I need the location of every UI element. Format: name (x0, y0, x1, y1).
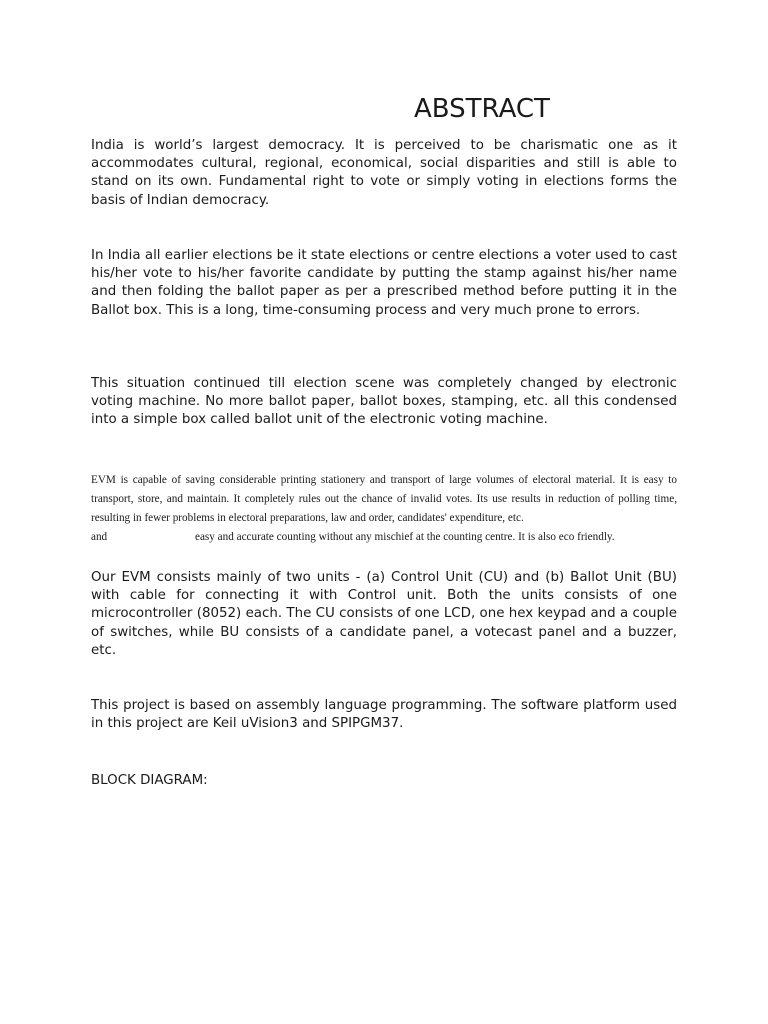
earlier-elections-paragraph: In India all earlier elections be it state elections or centre elections a voter used to cast his/her vote to his/her favorite candidate by putting the stamp against his/her name and then folding the ballot paper as per a prescribed method before putting it in the Ballot box. This is a long, time-consuming process and very much prone to errors. (91, 248, 677, 318)
software-platform-paragraph: This project is based on assembly language programming. The software platform used in this project are Keil uVision3 and SPIPGM37. (91, 698, 677, 732)
page-title: ABSTRACT (414, 94, 550, 124)
evm-benefits-paragraph: EVM is capable of saving considerable printing stationery and transport of large volumes of electoral material. It is easy to transport, store, and maintain. It completely rules out the chance of invalid votes. Its use results in reduction of polling time, resulting in fewer problems in electoral preparations, law and order, candidates' expenditure, etc. (91, 474, 677, 524)
evm-units-paragraph: Our EVM consists mainly of two units - (a) Control Unit (CU) and (b) Ballot Unit (BU) with cable for connecting it with Control unit. Both the units consists of one microcontroller (8052) each. The CU consists of one LCD, one hex keypad and a couple of switches, while BU consists of a candidate panel, a votecast panel and a buzzer, etc. (91, 570, 677, 658)
evm-benefits-lead-word: and (91, 531, 108, 543)
evm-introduction-paragraph: This situation continued till election scene was completely changed by electronic voting machine. No more ballot paper, ballot boxes, stamping, etc. all this condensed into a simple box called ballot unit of the electronic voting machine. (91, 376, 677, 428)
intro-paragraph: India is world’s largest democracy. It is perceived to be charismatic one as it accommodates cultural, regional, economical, social disparities and still is able to stand on its own. Fundamental right to vote or simply voting in elections forms the basis of Indian democracy. (91, 138, 677, 208)
block-diagram-heading: BLOCK DIAGRAM: (91, 773, 208, 788)
evm-benefits-closing-text: easy and accurate counting without any mischief at the counting centre. It is also eco friendly. (195, 531, 615, 543)
evm-benefits-last-line (91, 528, 677, 547)
